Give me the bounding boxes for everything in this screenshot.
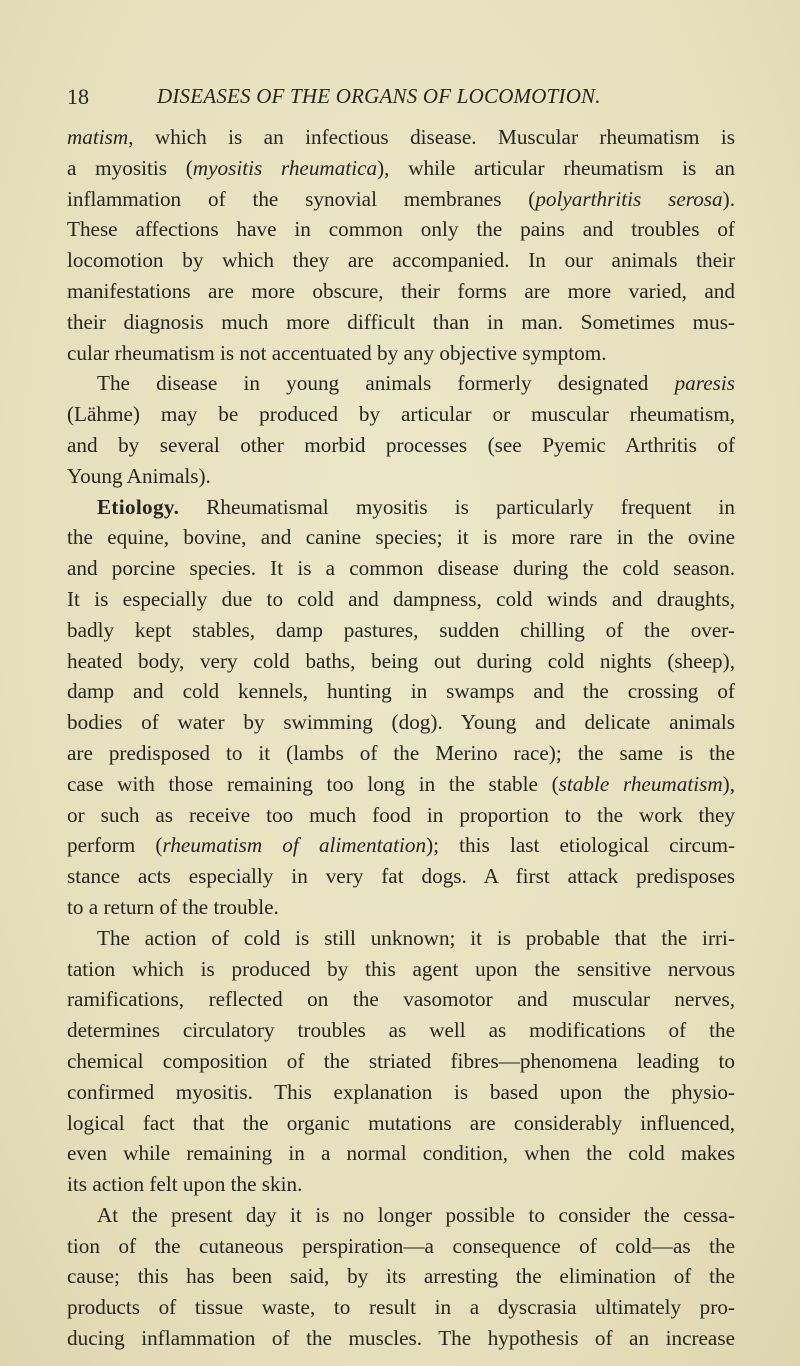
text-segment: ), while articular rheumatism is an xyxy=(377,155,735,180)
text-line xyxy=(67,1169,735,1200)
text-line xyxy=(67,1077,735,1108)
text-segment: cular rheumatism is not accentuated by any objective symptom. xyxy=(67,340,607,365)
text-segment: chemical composition of the striated fibres—phenomena leading to xyxy=(67,1048,735,1073)
text-line xyxy=(67,615,735,646)
text-line xyxy=(67,861,735,892)
text-line xyxy=(67,1138,735,1169)
text-segment: and by several other morbid processes (see Pyemic Arthritis of xyxy=(67,432,735,457)
text-segment: ); this last etiological circum- xyxy=(426,833,735,858)
text-segment: tation which is produced by this agent upon the sensitive nervous xyxy=(67,956,735,981)
text-segment: ramifications, reflected on the vasomotor and muscular nerves, xyxy=(67,987,735,1012)
italic-text: matism xyxy=(67,125,129,149)
text-segment: the equine, bovine, and canine species; it is more rare in the ovine xyxy=(67,525,735,550)
text-segment: bodies of water by swimming (dog). Young and delicate animals xyxy=(67,710,735,735)
section-heading: Etiology. xyxy=(97,494,180,519)
text-segment: stance acts especially in very fat dogs. A first attack predisposes xyxy=(67,864,735,889)
text-line xyxy=(67,399,735,430)
text-segment: Young Animals). xyxy=(67,463,211,488)
text-segment: determines circulatory troubles as well as modifications of the xyxy=(67,1018,735,1043)
text-segment: manifestations are more obscure, their forms are more varied, and xyxy=(67,278,735,303)
text-line xyxy=(67,461,735,492)
text-line xyxy=(67,1015,735,1046)
text-segment: their diagnosis much more difficult than in man. Sometimes mus- xyxy=(67,309,735,334)
text-line xyxy=(67,368,735,399)
text-segment: These affections have in common only the pains and troubles of xyxy=(67,217,735,242)
text-segment: logical fact that the organic mutations are considerably influenced, xyxy=(67,1110,735,1135)
text-line xyxy=(67,584,735,615)
text-segment: perform ( xyxy=(67,833,163,858)
text-segment: are predisposed to it (lambs of the Merino race); the same is the xyxy=(67,740,735,765)
text-segment: At the present day it is no longer possible to consider the cessa- xyxy=(97,1202,735,1227)
text-line xyxy=(67,1261,735,1292)
text-segment: It is especially due to cold and dampness, cold winds and draughts, xyxy=(67,586,735,611)
text-segment: its action felt upon the skin. xyxy=(67,1172,303,1197)
text-line xyxy=(67,184,735,215)
text-segment: damp and cold kennels, hunting in swamps and the crossing of xyxy=(67,679,735,704)
text-segment: ). xyxy=(722,186,735,211)
text-line xyxy=(67,954,735,985)
text-line xyxy=(67,676,735,707)
text-segment: and porcine species. It is a common disease during the cold season. xyxy=(67,556,735,581)
text-segment: to a return of the trouble. xyxy=(67,894,279,919)
text-line xyxy=(67,923,735,954)
text-line xyxy=(67,984,735,1015)
italic-text: rheumatism of alimentation xyxy=(162,833,427,858)
text-segment: confirmed myositis. This explanation is based upon the physio- xyxy=(67,1079,735,1104)
italic-text: stable rheumatism xyxy=(558,771,723,796)
text-line xyxy=(67,245,735,276)
text-segment: a myositis ( xyxy=(67,155,193,180)
text-segment: inflammation of the synovial membranes ( xyxy=(67,186,536,211)
text-line xyxy=(67,338,735,369)
text-line xyxy=(67,153,735,184)
text-line xyxy=(67,1323,735,1354)
italic-text: myositis rheumatica xyxy=(192,155,378,180)
running-header xyxy=(67,84,735,112)
text-line xyxy=(67,1046,735,1077)
text-line xyxy=(67,892,735,923)
text-line xyxy=(67,646,735,677)
italic-text: polyarthritis serosa xyxy=(535,186,723,211)
text-segment: tion of the cutaneous perspiration—a consequence of cold—as the xyxy=(67,1233,735,1258)
body-text xyxy=(67,122,735,1354)
text-segment: cause; this has been said, by its arresting the elimination of the xyxy=(67,1264,735,1289)
text-segment: or such as receive too much food in proportion to the work they xyxy=(67,802,735,827)
text-segment: products of tissue waste, to result in a dyscrasia ultimately pro- xyxy=(67,1295,735,1320)
text-line xyxy=(67,1200,735,1231)
text-line xyxy=(67,1231,735,1262)
text-line xyxy=(67,707,735,738)
text-line xyxy=(67,769,735,800)
text-segment: case with those remaining too long in the stable ( xyxy=(67,771,559,796)
text-segment: Rheumatismal myositis is particularly frequent in xyxy=(179,494,735,519)
text-segment: The action of cold is still unknown; it is probable that the irri- xyxy=(97,925,735,950)
text-line xyxy=(67,430,735,461)
text-line xyxy=(67,214,735,245)
text-line xyxy=(67,553,735,584)
text-segment: The disease in young animals formerly designated xyxy=(97,371,675,396)
text-segment: badly kept stables, damp pastures, sudden chilling of the over- xyxy=(67,617,735,642)
text-line xyxy=(67,800,735,831)
text-line xyxy=(67,122,735,153)
text-line xyxy=(67,276,735,307)
text-segment: locomotion by which they are accompanied. In our animals their xyxy=(67,248,735,273)
running-title: DISEASES OF THE ORGANS OF LOCOMOTION. xyxy=(157,84,601,108)
page-number: 18 xyxy=(67,84,89,109)
text-line xyxy=(67,738,735,769)
text-segment: ), xyxy=(722,771,735,796)
text-line xyxy=(67,522,735,553)
text-segment: (Lähme) may be produced by articular or muscular rheumatism, xyxy=(67,402,735,427)
text-line xyxy=(67,307,735,338)
text-line xyxy=(67,830,735,861)
italic-text: paresis xyxy=(674,371,735,396)
text-segment: even while remaining in a normal condition, when the cold makes xyxy=(67,1141,735,1166)
text-segment: heated body, very cold baths, being out during cold nights (sheep), xyxy=(67,648,735,673)
text-segment: , which is an infectious disease. Muscular rheumatism is xyxy=(128,125,735,149)
text-line xyxy=(67,1292,735,1323)
text-segment: ducing inflammation of the muscles. The hypothesis of an increase xyxy=(67,1326,735,1351)
text-line xyxy=(67,1108,735,1139)
text-line xyxy=(67,492,735,523)
